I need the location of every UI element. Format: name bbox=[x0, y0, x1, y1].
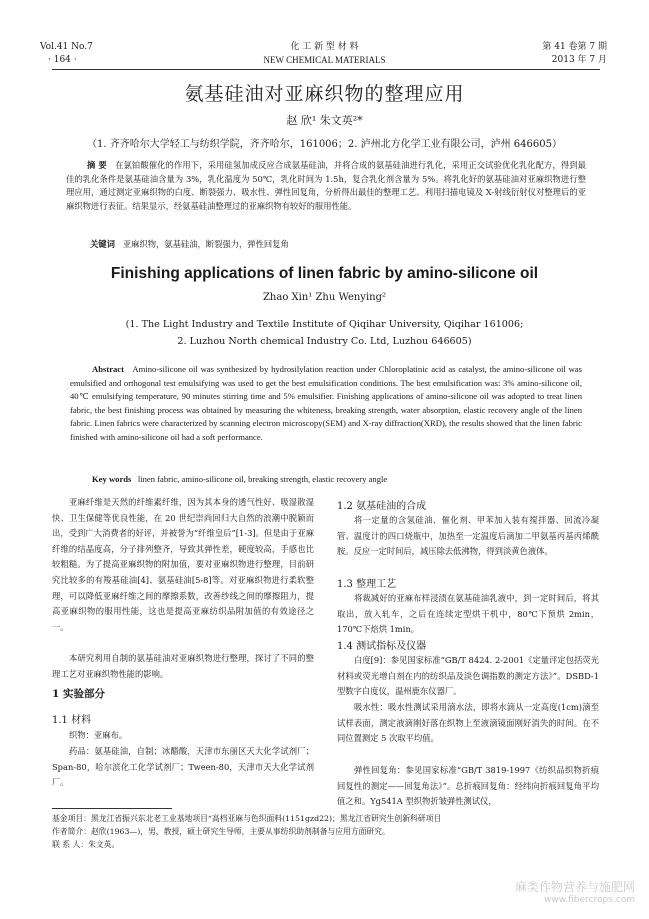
footnote-contact: 联 系 人：朱文英。 bbox=[52, 840, 120, 849]
elastic-recovery-paragraph: 弹性回复角：参见国家标准“GB/T 3819-1997《纺织品织物折痕回复性的测定——回复角法》”。总折痕回复角：经纬向折痕回复角平均值之和。Yg541A 型织物折皱弹性测试仪， bbox=[337, 765, 599, 807]
header-volume: Vol.41 No.7 bbox=[40, 42, 93, 52]
watermark-line2: www.fibercrops.com bbox=[544, 895, 635, 905]
materials-reagents: 药品：氨基硅油，自制；冰醋酸，天津市东丽区天大化学试剂厂；Span-80，哈尔滨化工化学试剂厂；Tween-80，天津市天大化学试剂厂。 bbox=[52, 746, 314, 788]
subsection-1-4-title: 1.4 测试指标及仪器 bbox=[337, 641, 427, 652]
absorption-paragraph: 吸水性：吸水性测试采用滴水法，即将水滴从一定高度(1cm)滴至试样表面，测定液滴刚好落在织物上至液滴镜面刚好消失的时间。在不同位置测定 5 次取平均值。 bbox=[337, 702, 599, 744]
footnote-author: 作者简介：赵欣(1963—)，男，教授，硕士研究生导师，主要从事纺织助剂制备与应用方面研究。 bbox=[52, 827, 390, 836]
en-title: Finishing applications of linen fabric by amino-silicone oil bbox=[110, 265, 539, 282]
en-abstract-text: Amino-silicone oil was synthesized by hydrosilylation reaction under Chloroplatinic acid as catalyst, the amino-silicone oil was emulsified and orthogonal test emulsifying was used to get the best emulsification conditions. The best emulsification was: 3% amino-silicone oil, 40℃ emulsifying temperature, 90 minutes stirring time and 5% emulsifier. Finishing applications of amino-silicone oil was adopted to treat linen fabric, the best finishing process was obtained by measuring the whiteness, breaking strength, water absorption, elastic recovery angle of the linen fabric. Linen fabrics were characterized by scanning electron microscopy(SEM) and X-ray diffraction(XRD), the results showed that the linen fabric finished with amino-silicone oil had a soft performance. bbox=[70, 364, 582, 442]
en-affiliation-line2: 2. Luzhou North chemical Industry Co. Ltd, Luzhou 646605) bbox=[177, 336, 472, 347]
en-abstract-label: Abstract bbox=[92, 364, 124, 374]
synthesis-paragraph: 将一定量的含氢硅油、催化剂、甲苯加入装有搅拌器、回流冷凝管、温度计的四口烧瓶中，加热至一定温度后滴加二甲氨基丙基丙烯酰胺。反应一定时间后，减压除去低沸物，得到淡黄色液体。 bbox=[337, 515, 599, 557]
cn-keywords bbox=[90, 238, 580, 252]
header-issue: 第 41 卷第 7 期 bbox=[542, 42, 607, 52]
cn-keywords-text: 亚麻织物，氨基硅油，断裂强力，弹性回复角 bbox=[122, 239, 289, 249]
en-authors: Zhao Xin¹ Zhu Wenying² bbox=[262, 292, 387, 303]
cn-abstract-text: 在氯铂酸催化的作用下，采用硅氢加成反应合成氨基硅油，并将合成的氨基硅油进行乳化，采用正交试验优化乳化配方，得到最佳的乳化条件是氨基硅油含量为 3%，乳化温度为 50℃，乳化时间为 1.5h，复合乳化剂含量为 5%。将乳化好的氨基硅油对亚麻织物进行整理应用，通过测定亚麻织物的白度、断裂强力、吸水性、弹性回复角，分析得出最佳的整理工艺。利用扫描电镜及 X-射线衍射仪对整理后的亚麻织物进行表征。结果显示，经氨基硅油整理过的亚麻织物有较好的服用性能。 bbox=[66, 160, 586, 211]
en-affiliation-line1: (1. The Light Industry and Textile Institute of Qiqihar University, Qiqihar 161006; bbox=[125, 319, 524, 330]
cn-authors: 赵 欣¹ 朱文英²* bbox=[286, 114, 363, 127]
cn-affiliation: （1. 齐齐哈尔大学轻工与纺织学院，齐齐哈尔，161006；2. 泸州北方化学工业有限公司，泸州 646605） bbox=[87, 139, 562, 150]
cn-title: 氨基硅油对亚麻织物的整理应用 bbox=[184, 83, 465, 105]
cn-keywords-label: 关键词 bbox=[90, 239, 115, 249]
footnote-rule bbox=[52, 808, 172, 809]
subsection-1-1-title: 1.1 材料 bbox=[52, 715, 92, 726]
header-journal-cn: 化 工 新 型 材 料 bbox=[290, 42, 359, 52]
subsection-1-2-title: 1.2 氨基硅油的合成 bbox=[337, 501, 427, 512]
cn-abstract bbox=[66, 159, 586, 213]
whiteness-paragraph: 白度[9]：参见国家标准“GB/T 8424. 2-2001《定量评定包括荧光材料或荧光增白剂在内的纺织品及淡色调指数的测定方法》”。DSBD-1 型数字白度仪，温州鹿东仪器厂。 bbox=[337, 655, 599, 697]
footnote-funding: 基金项目：黑龙江省振兴东北老工业基地项目“高档亚麻与色织面料(1151gzd22)；黑龙江省研究生创新科研项目 bbox=[52, 814, 442, 823]
en-keywords bbox=[92, 473, 582, 487]
header-rule bbox=[52, 69, 600, 70]
process-paragraph: 将裁减好的亚麻布样浸渍在氨基硅油乳液中，到一定时间后，将其取出，放入轧车，之后在连续定型烘干机中，80℃下预烘 2min，170℃下焙烘 1min。 bbox=[337, 593, 599, 635]
watermark bbox=[515, 878, 635, 905]
subsection-1-3-title: 1.3 整理工艺 bbox=[337, 579, 397, 590]
cn-abstract-label: 摘 要 bbox=[87, 160, 107, 170]
intro-paragraph-2: 本研究利用自制的氨基硅油对亚麻织物进行整理，探讨了不同的整理工艺对亚麻织物性能的影响。 bbox=[52, 653, 314, 679]
header-page-number: · 164 · bbox=[48, 55, 77, 65]
en-abstract bbox=[70, 363, 582, 445]
intro-paragraph-1: 亚麻纤维是天然的纤维素纤维，因为其本身的透气性好、吸湿散湿快、卫生保健等优良性能，在 20 世纪崇尚回归大自然的浪潮中脱颖而出，受到广大消费者的好评，并被誉为“纤维皇后”[1-3]。但是由于亚麻纤维的结晶度高，分子排列整齐，导致其弹性差，硬度较高，手感也比较粗糙。为了提高亚麻织物的附加值，要对亚麻织物进行整理，目前研究比较多的有羧基硅油[4]、氨基硅油[5-8]等。对亚麻织物进行柔软整理，可以降低亚麻纤维之间的摩擦系数，改善纱线之间的摩擦阻力，提高亚麻织物的服用性能，这也是提高亚麻纺织品附加值的有效途径之一。 bbox=[52, 497, 314, 632]
materials-fabric: 织物：亚麻布。 bbox=[69, 730, 128, 740]
en-affiliation bbox=[0, 316, 649, 350]
en-keywords-text: linen fabric, amino-silicone oil, breaking strength, elastic recovery angle bbox=[137, 474, 388, 484]
header-journal-en: NEW CHEMICAL MATERIALS bbox=[263, 55, 386, 65]
watermark-line1: 麻类作物营养与施肥网 bbox=[514, 880, 635, 894]
header-date: 2013 年 7 月 bbox=[551, 55, 607, 65]
section-1-title: 1 实验部分 bbox=[52, 688, 105, 700]
en-keywords-label: Key words bbox=[92, 474, 132, 484]
